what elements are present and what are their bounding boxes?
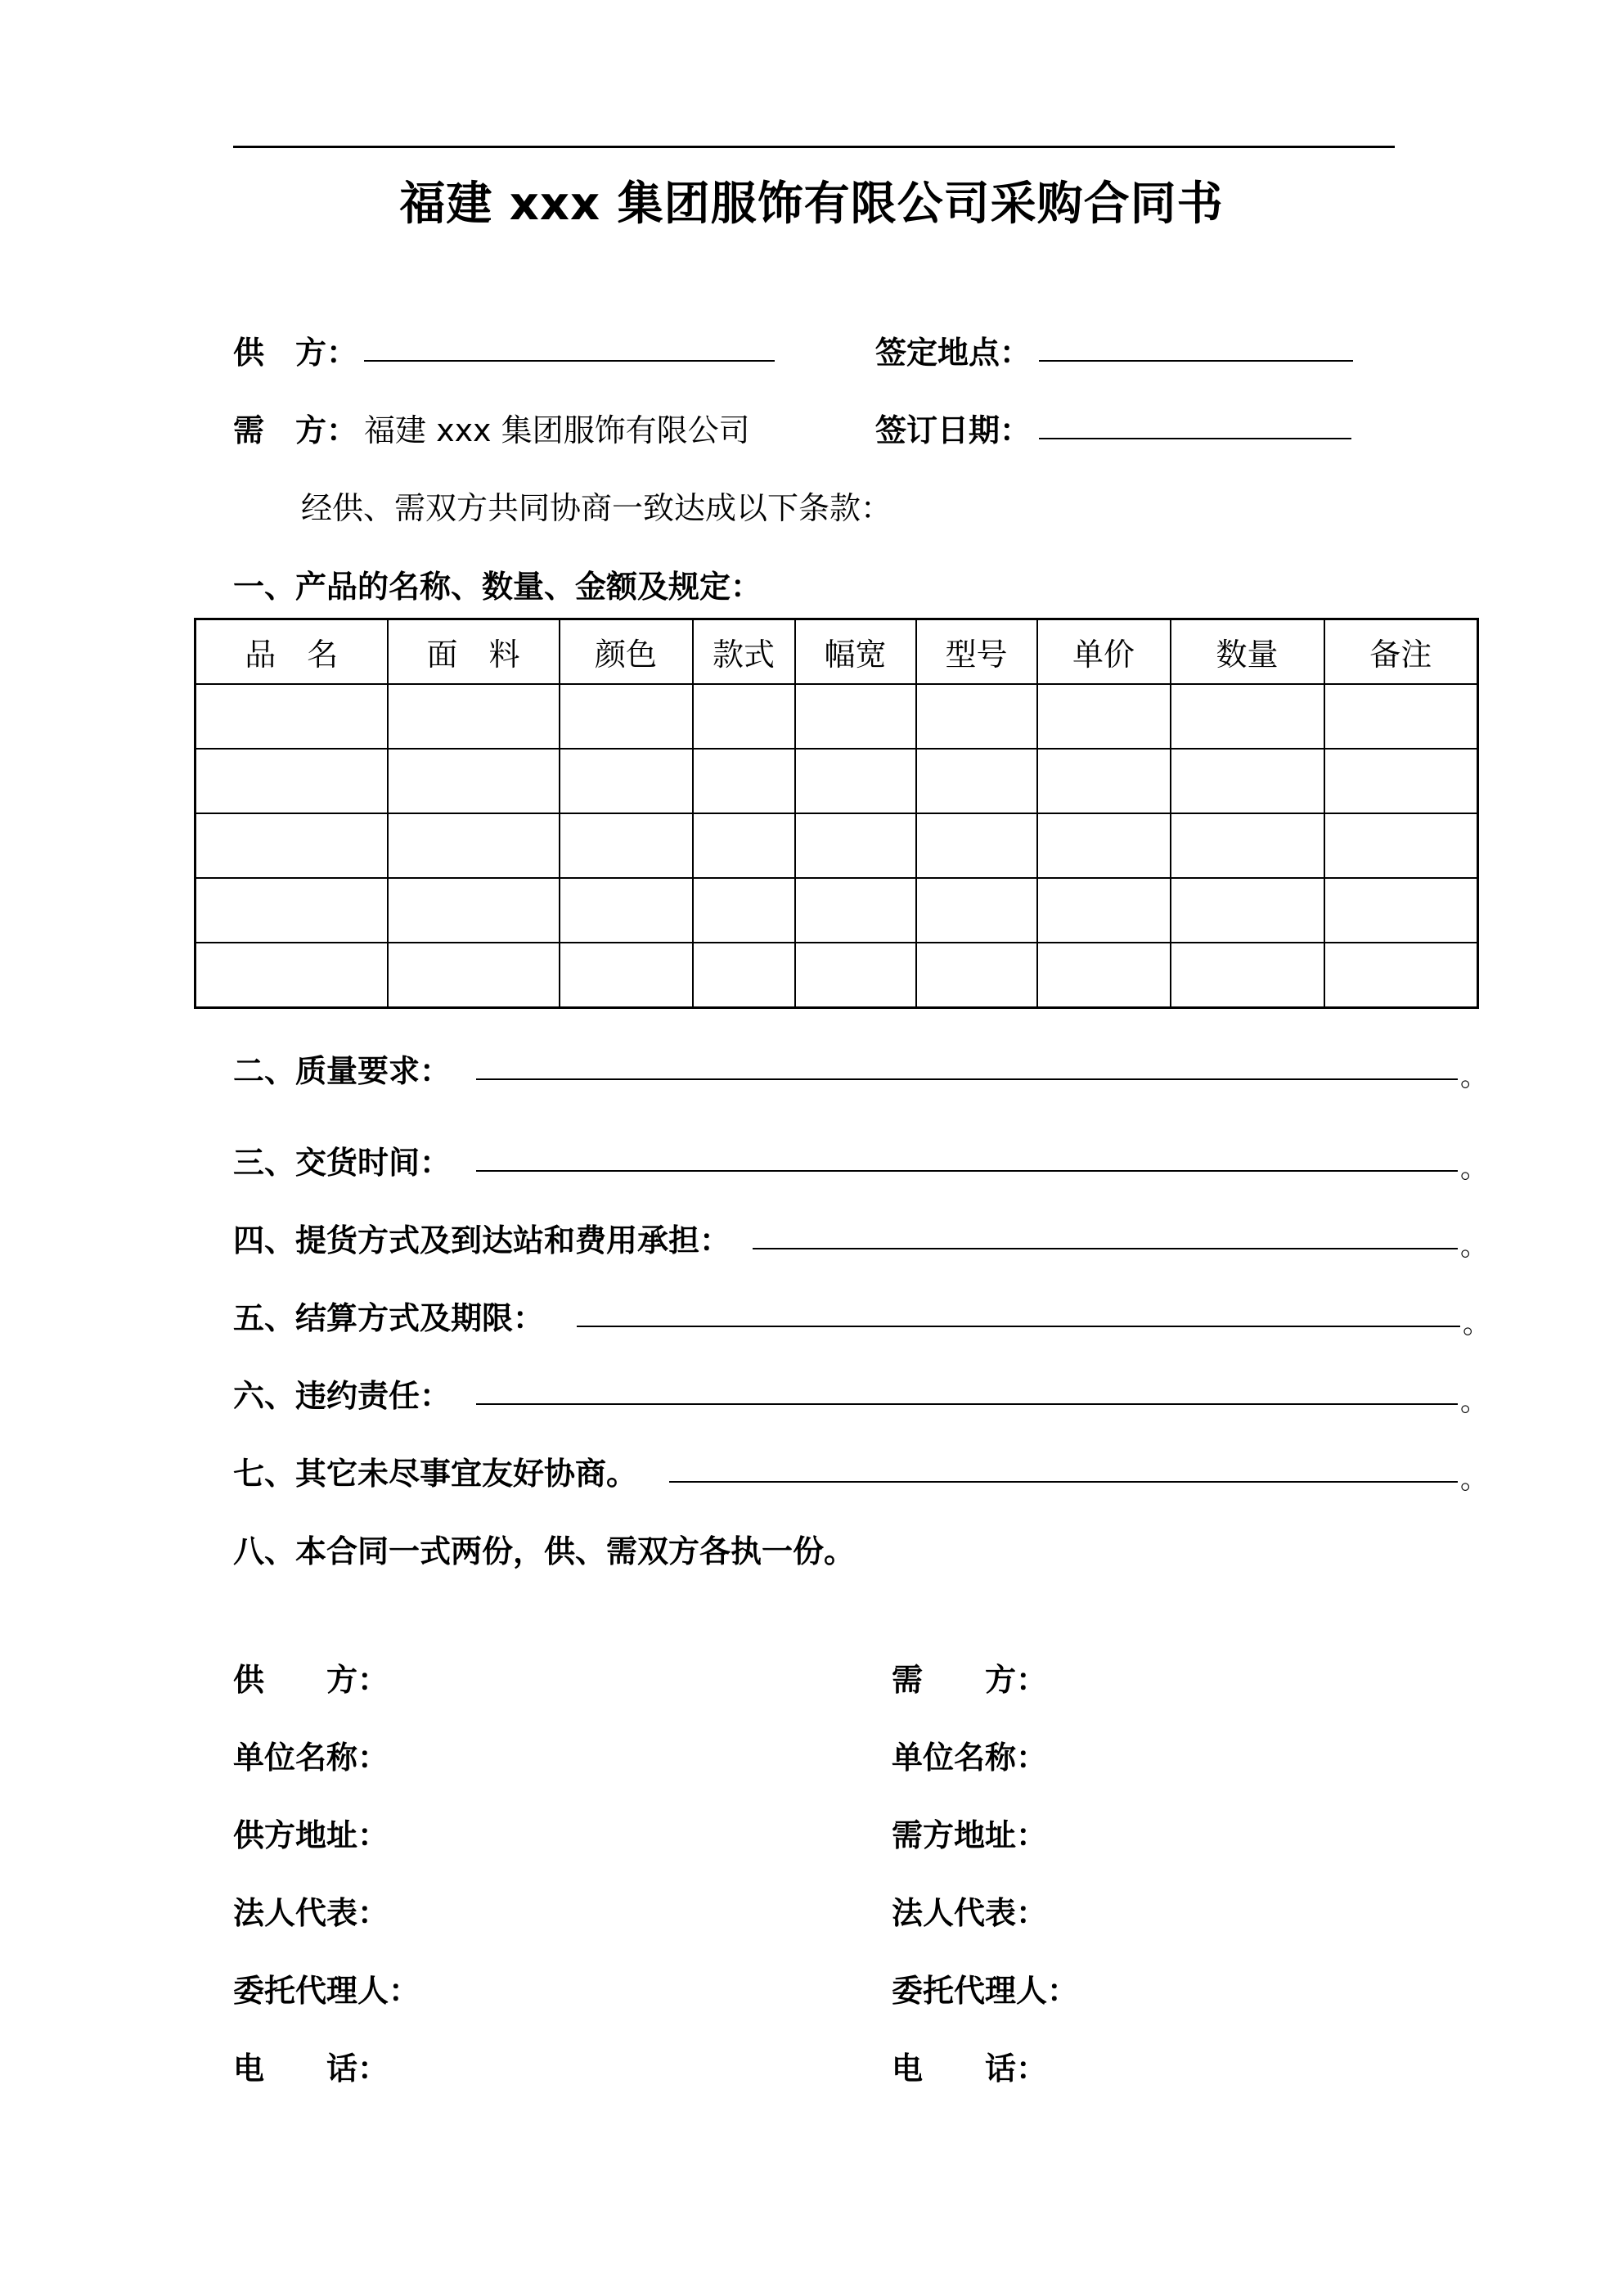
- clause7-end: 。: [1460, 1463, 1488, 1496]
- table-row: [196, 749, 1478, 813]
- clause3-end: 。: [1460, 1152, 1488, 1185]
- clause2-label: 二、质量要求：: [233, 1053, 452, 1089]
- table-cell[interactable]: [1324, 878, 1478, 943]
- table-cell[interactable]: [388, 684, 560, 749]
- sign-place-label: 签定地点：: [875, 335, 1032, 371]
- sign-place-field-line[interactable]: [1039, 360, 1353, 362]
- table-cell[interactable]: [916, 813, 1037, 878]
- col-header-model: 型号: [916, 619, 1037, 685]
- clause6-label: 六、违约责任：: [233, 1378, 452, 1414]
- header-rule: [233, 146, 1395, 148]
- table-cell[interactable]: [693, 878, 795, 943]
- table-cell[interactable]: [560, 943, 693, 1008]
- sig-supplier-party: 供 方：: [233, 1662, 389, 1698]
- clause5-label: 五、结算方式及期限：: [233, 1300, 545, 1336]
- sig-buyer-phone: 电 话：: [892, 2051, 1048, 2087]
- table-cell[interactable]: [1037, 813, 1171, 878]
- clause2-field-line[interactable]: [476, 1078, 1458, 1080]
- table-row: [196, 684, 1478, 749]
- table-cell[interactable]: [916, 943, 1037, 1008]
- clause7-field-line[interactable]: [669, 1481, 1458, 1483]
- table-cell[interactable]: [795, 749, 916, 813]
- table-cell[interactable]: [1037, 684, 1171, 749]
- supplier-label: 供 方：: [233, 335, 358, 371]
- table-row: [196, 878, 1478, 943]
- sig-buyer-address: 需方地址：: [892, 1817, 1048, 1853]
- document-title: 福建 xxx 集团服饰有限公司采购合同书: [399, 178, 1224, 231]
- table-cell[interactable]: [693, 813, 795, 878]
- clause6-end: 。: [1460, 1385, 1488, 1418]
- table-cell[interactable]: [388, 813, 560, 878]
- table-cell[interactable]: [1171, 684, 1324, 749]
- table-cell[interactable]: [795, 943, 916, 1008]
- table-cell[interactable]: [560, 878, 693, 943]
- supplier-field-line[interactable]: [364, 360, 775, 362]
- table-cell[interactable]: [196, 813, 388, 878]
- product-table: [194, 618, 1479, 1009]
- table-cell[interactable]: [1171, 749, 1324, 813]
- col-header-remarks: 备注: [1324, 619, 1478, 685]
- table-cell[interactable]: [795, 813, 916, 878]
- col-header-style: 款式: [693, 619, 795, 685]
- sig-supplier-agent: 委托代理人：: [233, 1973, 420, 2009]
- table-cell[interactable]: [693, 749, 795, 813]
- intro-text: 经供、需双方共同协商一致达成以下条款：: [301, 490, 892, 526]
- clause3-label: 三、交货时间：: [233, 1145, 452, 1181]
- table-cell[interactable]: [196, 878, 388, 943]
- table-cell[interactable]: [388, 749, 560, 813]
- table-cell[interactable]: [1324, 749, 1478, 813]
- col-header-width: 幅宽: [795, 619, 916, 685]
- clause3-field-line[interactable]: [476, 1170, 1458, 1172]
- buyer-label: 需 方：: [233, 412, 358, 448]
- sig-buyer-agent: 委托代理人：: [892, 1973, 1079, 2009]
- clause7-label: 七、其它未尽事宜友好协商。: [233, 1456, 638, 1492]
- clause5-end: 。: [1463, 1308, 1490, 1340]
- clause5-field-line[interactable]: [577, 1326, 1460, 1327]
- col-header-quantity: 数量: [1171, 619, 1324, 685]
- col-header-product-name: 品 名: [196, 619, 388, 685]
- table-cell[interactable]: [196, 943, 388, 1008]
- table-cell[interactable]: [1171, 813, 1324, 878]
- sig-buyer-unit-name: 单位名称：: [892, 1740, 1048, 1776]
- table-row: [196, 943, 1478, 1008]
- clause4-end: 。: [1460, 1230, 1488, 1263]
- clause8-text: 八、本合同一式两份，供、需双方各执一份。: [233, 1533, 856, 1569]
- col-header-color: 颜色: [560, 619, 693, 685]
- table-cell[interactable]: [1324, 813, 1478, 878]
- col-header-unit-price: 单价: [1037, 619, 1171, 685]
- sign-date-label: 签订日期：: [875, 412, 1032, 448]
- buyer-value: 福建 xxx 集团服饰有限公司: [364, 412, 750, 448]
- clause4-field-line[interactable]: [753, 1248, 1458, 1249]
- clause6-field-line[interactable]: [476, 1403, 1458, 1405]
- table-cell[interactable]: [795, 878, 916, 943]
- sig-supplier-legal-rep: 法人代表：: [233, 1895, 389, 1931]
- table-cell[interactable]: [196, 749, 388, 813]
- table-cell[interactable]: [1037, 749, 1171, 813]
- sig-buyer-legal-rep: 法人代表：: [892, 1895, 1048, 1931]
- table-cell[interactable]: [693, 943, 795, 1008]
- col-header-fabric: 面 料: [388, 619, 560, 685]
- table-cell[interactable]: [196, 684, 388, 749]
- clause4-label: 四、提货方式及到达站和费用承担：: [233, 1222, 731, 1258]
- table-cell[interactable]: [1037, 878, 1171, 943]
- table-cell[interactable]: [560, 813, 693, 878]
- sig-supplier-address: 供方地址：: [233, 1817, 389, 1853]
- table-cell[interactable]: [560, 749, 693, 813]
- table-row: [196, 813, 1478, 878]
- sig-supplier-unit-name: 单位名称：: [233, 1740, 389, 1776]
- sign-date-field-line[interactable]: [1039, 438, 1351, 439]
- table-cell[interactable]: [1324, 943, 1478, 1008]
- clause2-end: 。: [1460, 1060, 1488, 1093]
- sig-supplier-phone: 电 话：: [233, 2051, 389, 2087]
- table-cell[interactable]: [388, 943, 560, 1008]
- product-table-header-row: [196, 619, 1478, 685]
- clause1-heading: 一、产品的名称、数量、金额及规定：: [233, 569, 762, 605]
- table-cell[interactable]: [693, 684, 795, 749]
- table-cell[interactable]: [560, 684, 693, 749]
- table-cell[interactable]: [1324, 684, 1478, 749]
- table-cell[interactable]: [795, 684, 916, 749]
- table-cell[interactable]: [1171, 943, 1324, 1008]
- table-cell[interactable]: [916, 684, 1037, 749]
- table-cell[interactable]: [916, 749, 1037, 813]
- table-cell[interactable]: [1037, 943, 1171, 1008]
- sig-buyer-party: 需 方：: [892, 1662, 1048, 1698]
- table-cell[interactable]: [1171, 878, 1324, 943]
- table-cell[interactable]: [916, 878, 1037, 943]
- table-cell[interactable]: [388, 878, 560, 943]
